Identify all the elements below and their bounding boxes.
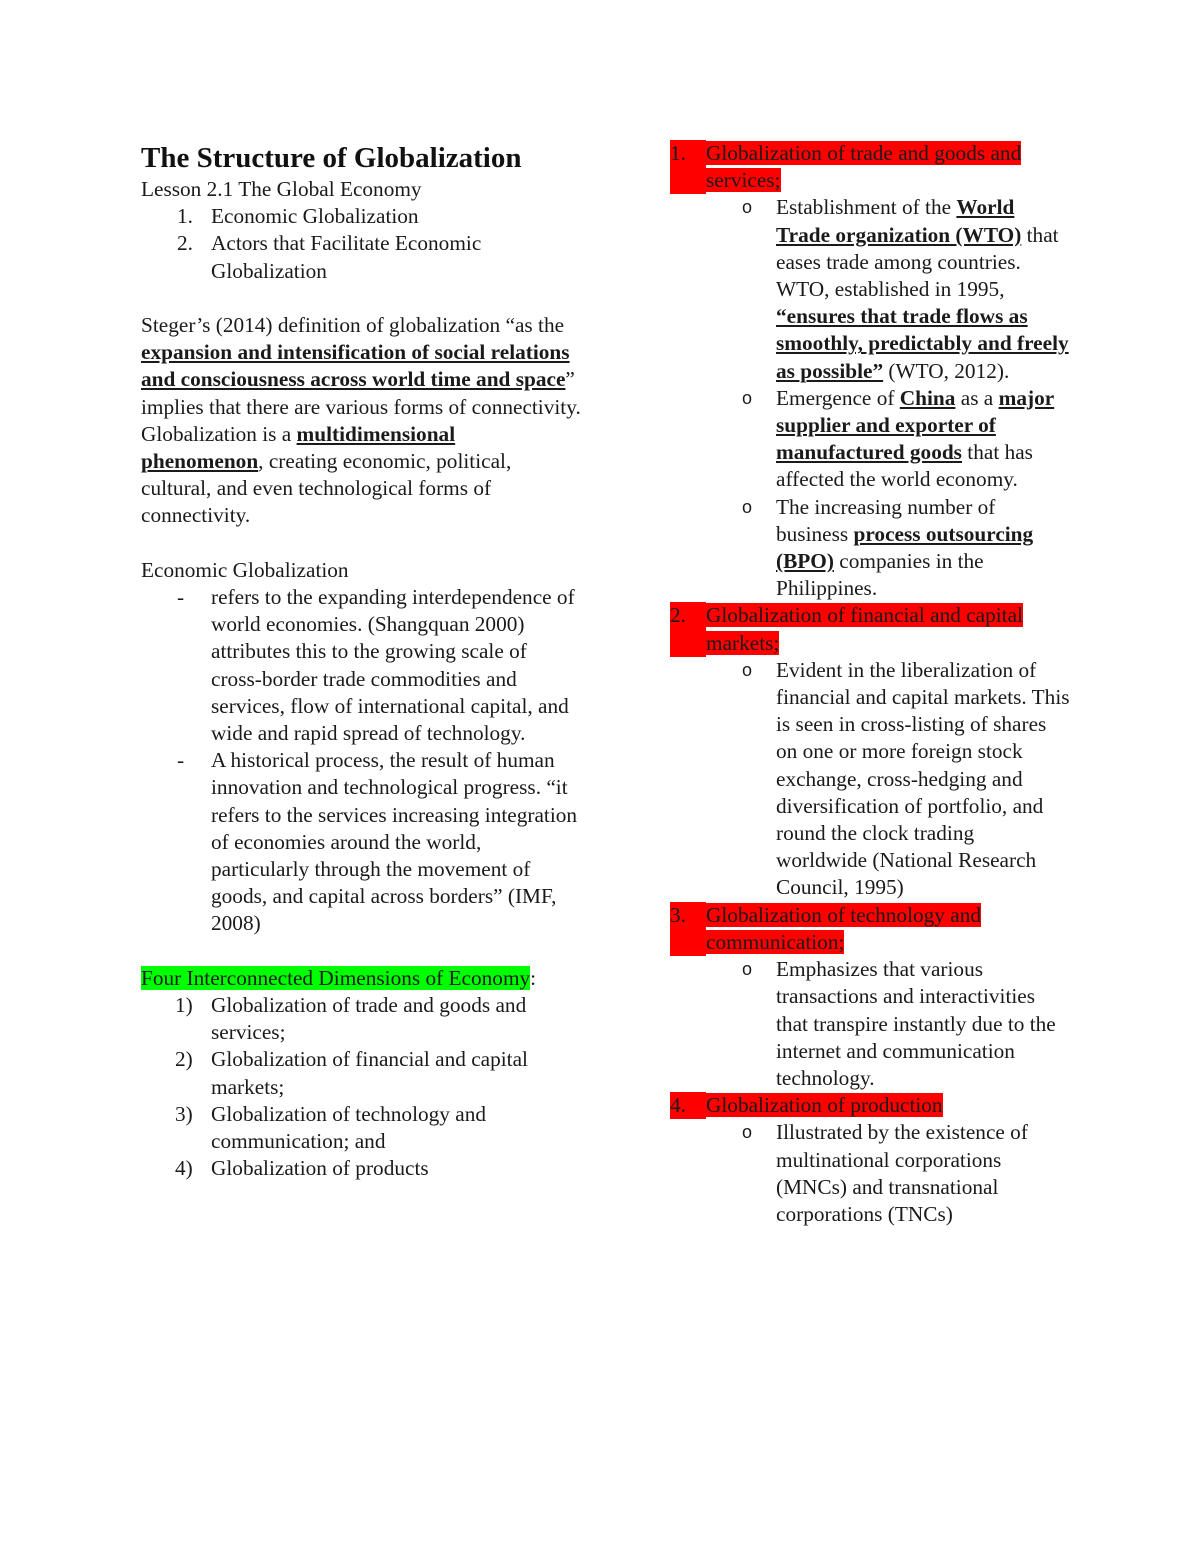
page-title: The Structure of Globalization [141, 142, 522, 174]
dimension-heading: 2. Globalization of financial and capital markets; [670, 602, 1070, 656]
lesson-heading: Lesson 2.1 The Global Economy [141, 177, 422, 201]
four-dimensions-heading: Four Interconnected Dimensions of Economy: [141, 965, 537, 990]
list-item: o Emergence of China as a major supplier and exporter of manufactured goods that has affected the world economy. [742, 385, 1055, 492]
list-item: o Evident in the liberalization of financial and capital markets. This is seen in cross-listing of shares on one or more foreign stock exchange, cross-hedging and diversification of portfolio, and round the clock trading worldwide (National Research Council, 1995) [742, 657, 1070, 900]
list-item: 2. Actors that Facilitate Economic Globalization [177, 231, 482, 283]
dimension-heading: 3. Globalization of technology and communication; [670, 902, 1070, 956]
list-item: 1) Globalization of trade and goods and services; [175, 993, 527, 1045]
list-item: 2) Globalization of financial and capital markets; [175, 1047, 528, 1099]
list-item: 3) Globalization of technology and communication; and [175, 1101, 487, 1154]
list-item: 1. Economic Globalization [177, 204, 419, 229]
list-item: 4) Globalization of products [175, 1156, 429, 1181]
economic-globalization-heading: Economic Globalization [141, 557, 349, 582]
list-item: o Illustrated by the existence of multinational corporations (MNCs) and transnational corporations (TNCs) [742, 1120, 1028, 1226]
steger-paragraph: Steger’s (2014) definition of globalization “as the expansion and intensification of social relations and consciousness across world time and space” implies that there are various forms of connectivity. Globalization is a multidimensional phenomenon, creating economic, political, cultural, and even technological forms of connectivity. [141, 313, 581, 528]
list-item: - refers to the expanding interdependence of world economies. (Shangquan 2000) attributes this to the growing scale of cross-border trade commodities and services, flow of international capital, and wide and rapid spread of technology. [177, 585, 575, 746]
list-item: - A historical process, the result of human innovation and technological progress. “it refers to the services increasing integration of economies around the world, particularly through the movement of goods, and capital across borders” (IMF, 2008) [177, 748, 578, 936]
dimension-heading: 4. Globalization of production [670, 1092, 1070, 1119]
dimension-heading: 1. Globalization of trade and goods and services; [670, 140, 1070, 194]
right-column [670, 140, 1070, 1228]
left-column [141, 140, 581, 1182]
list-item: o The increasing number of business process outsourcing (BPO) companies in the Philippines. [742, 494, 1034, 601]
list-item: o Emphasizes that various transactions and interactivities that transpire instantly due to the internet and communication technology. [742, 957, 1056, 1090]
list-item: o Establishment of the World Trade organization (WTO) that eases trade among countries. WTO, established in 1995, “ensures that trade flows as smoothly, predictably and freely as possible” (WTO, 2012). [742, 195, 1069, 383]
